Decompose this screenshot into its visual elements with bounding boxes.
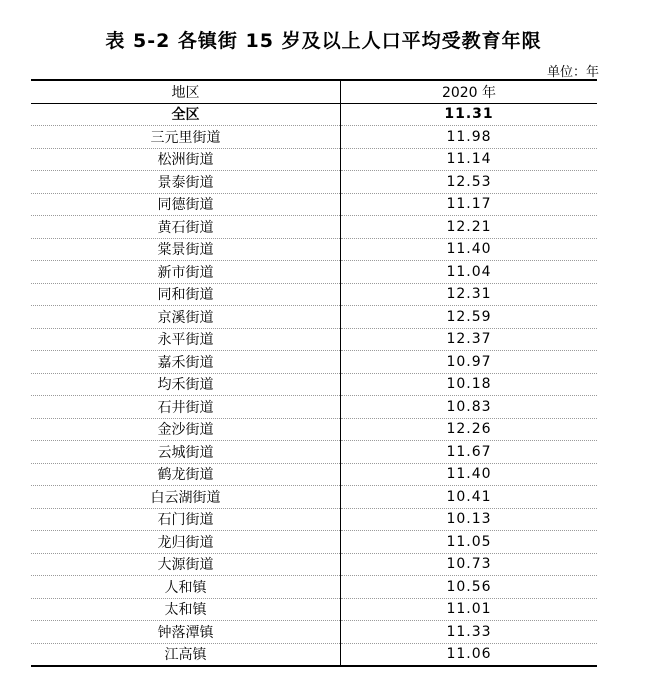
value-cell: 10.83	[341, 396, 598, 419]
region-cell: 京溪街道	[31, 306, 341, 329]
value-cell: 11.67	[341, 441, 598, 464]
table-row	[31, 396, 597, 419]
region-cell: 棠景街道	[31, 238, 341, 261]
value-cell: 12.31	[341, 283, 598, 306]
table-row	[31, 643, 597, 666]
region-cell: 景泰街道	[31, 171, 341, 194]
value-cell: 12.37	[341, 328, 598, 351]
value-cell: 10.73	[341, 553, 598, 576]
table-title: 表 5-2 各镇街 15 岁及以上人口平均受教育年限	[105, 30, 542, 52]
table-row	[31, 598, 597, 621]
region-cell: 石井街道	[31, 396, 341, 419]
table-row	[31, 441, 597, 464]
value-cell: 11.33	[341, 621, 598, 644]
region-cell: 石门街道	[31, 508, 341, 531]
value-cell: 10.13	[341, 508, 598, 531]
table-row	[31, 261, 597, 284]
table-row	[31, 171, 597, 194]
value-cell: 11.17	[341, 193, 598, 216]
value-cell: 11.06	[341, 643, 598, 666]
region-cell: 白云湖街道	[31, 486, 341, 509]
table-row	[31, 306, 597, 329]
value-cell: 11.14	[341, 148, 598, 171]
region-cell: 三元里街道	[31, 126, 341, 149]
value-cell: 11.31	[341, 103, 598, 126]
region-cell: 均禾街道	[31, 373, 341, 396]
region-cell: 永平街道	[31, 328, 341, 351]
region-cell: 金沙街道	[31, 418, 341, 441]
region-cell: 同和街道	[31, 283, 341, 306]
table-row	[31, 508, 597, 531]
table-row	[31, 328, 597, 351]
table-row	[31, 193, 597, 216]
region-cell: 松洲街道	[31, 148, 341, 171]
value-cell: 11.40	[341, 238, 598, 261]
table-row	[31, 621, 597, 644]
region-cell: 新市街道	[31, 261, 341, 284]
region-cell: 黄石街道	[31, 216, 341, 239]
value-cell: 10.97	[341, 351, 598, 374]
region-cell: 江高镇	[31, 643, 341, 666]
table-row	[31, 463, 597, 486]
table-row	[31, 148, 597, 171]
header-region: 地区	[31, 80, 341, 103]
region-cell: 太和镇	[31, 598, 341, 621]
table-row	[31, 553, 597, 576]
region-cell: 大源街道	[31, 553, 341, 576]
table-row	[31, 283, 597, 306]
value-cell: 11.04	[341, 261, 598, 284]
table-row	[31, 373, 597, 396]
table-row	[31, 486, 597, 509]
value-cell: 12.53	[341, 171, 598, 194]
region-cell: 鹤龙街道	[31, 463, 341, 486]
table-row	[31, 418, 597, 441]
table-row	[31, 238, 597, 261]
value-cell: 12.26	[341, 418, 598, 441]
region-cell: 同德街道	[31, 193, 341, 216]
region-cell: 云城街道	[31, 441, 341, 464]
region-cell: 龙归街道	[31, 531, 341, 554]
education-years-table	[31, 79, 597, 667]
header-year: 2020 年	[341, 80, 598, 103]
table-header-row	[31, 80, 597, 103]
value-cell: 12.21	[341, 216, 598, 239]
table-row	[31, 126, 597, 149]
table-row	[31, 351, 597, 374]
value-cell: 10.18	[341, 373, 598, 396]
value-cell: 11.40	[341, 463, 598, 486]
region-cell: 嘉禾街道	[31, 351, 341, 374]
table-body	[31, 103, 597, 666]
value-cell: 11.05	[341, 531, 598, 554]
region-cell: 全区	[31, 103, 341, 126]
table-row	[31, 216, 597, 239]
value-cell: 11.98	[341, 126, 598, 149]
table-row	[31, 531, 597, 554]
unit-note: 单位：年	[546, 65, 599, 80]
region-cell: 钟落潭镇	[31, 621, 341, 644]
region-cell: 人和镇	[31, 576, 341, 599]
total-row	[31, 103, 597, 126]
table-row	[31, 576, 597, 599]
value-cell: 10.56	[341, 576, 598, 599]
value-cell: 11.01	[341, 598, 598, 621]
value-cell: 12.59	[341, 306, 598, 329]
value-cell: 10.41	[341, 486, 598, 509]
